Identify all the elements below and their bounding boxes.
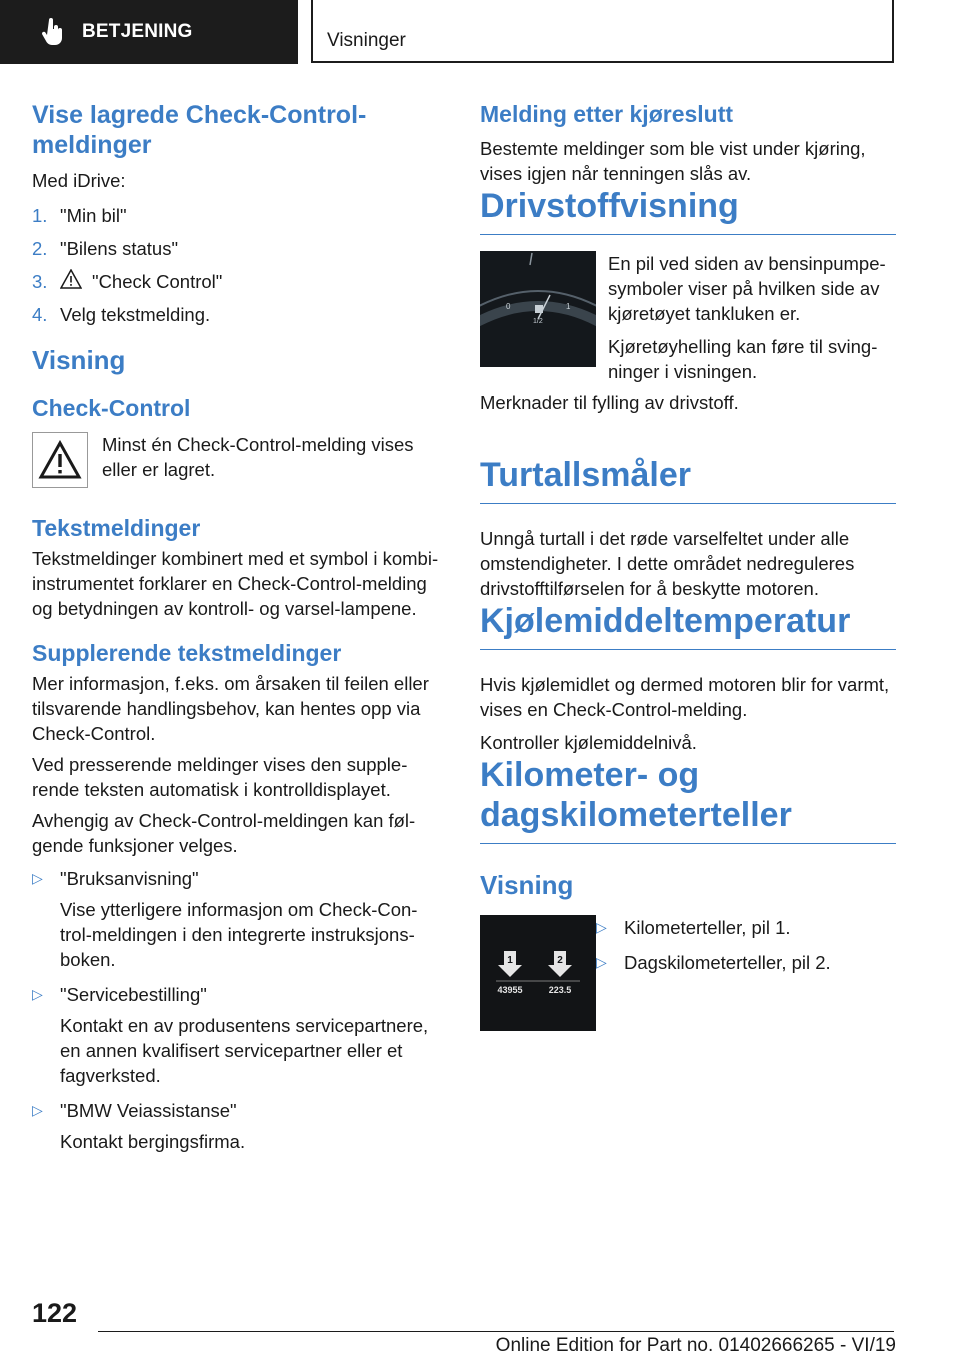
arrow-bullet-icon: ▷ <box>596 919 607 935</box>
list-item: 2. "Bilens status" <box>32 238 179 259</box>
svg-text:43955: 43955 <box>497 985 523 995</box>
right-column <box>480 100 896 1031</box>
fuel-row <box>480 251 896 384</box>
turtall-text: Unngå turtall i det røde varselfeltet under alle omstendigheter. I dette området nedreguleres drivstofftilførselen for å beskytte motoren. <box>480 528 855 599</box>
heading-km-visning: Visning <box>480 870 574 900</box>
heading-turtall: Turtallsmåler <box>480 455 896 504</box>
svg-text:1: 1 <box>566 302 571 311</box>
arrow-bullet-icon: ▷ <box>32 986 43 1002</box>
fuel-text: En pil ved siden av bensinpumpe-symboler viser på hvilken side av kjøretøyet tankluken er. Kjøretøyhelling kan føre til sving-ninger i visningen. <box>608 253 886 382</box>
header-section-tab <box>0 0 298 64</box>
odometer-image <box>480 915 596 1031</box>
svg-text:1/2: 1/2 <box>533 318 543 325</box>
left-column <box>32 100 442 1164</box>
heading-stored-messages: Vise lagrede Check-Control-meldinger <box>32 101 367 159</box>
heading-check-control: Check-Control <box>32 395 191 421</box>
list-item: ▷ "Servicebestilling" Kontakt en av produsentens servicepartnere, en annen kvalifisert servicepartner eller et fagverksted. <box>32 984 429 1086</box>
warning-triangle-icon <box>38 440 82 480</box>
check-control-row <box>32 432 442 488</box>
list-item: ▷ Dagskilometerteller, pil 2. <box>596 952 831 973</box>
edition-text: Online Edition for Part no. 01402666265 - VI/19 <box>495 1335 896 1356</box>
km-list <box>596 915 831 1031</box>
heading-supplerende: Supplerende tekstmeldinger <box>32 640 342 666</box>
list-item: 3. "Check Control" <box>32 271 223 292</box>
tekstmeldinger-text: Tekstmeldinger kombinert med et symbol i kombi-instrumentet forklarer en Check-Control-melding og betydningen av kontroll- og varsel-lampene. <box>32 548 439 619</box>
heading-tekstmeldinger: Tekstmeldinger <box>32 515 201 541</box>
svg-text:223.5: 223.5 <box>548 985 572 995</box>
steps-list <box>32 203 442 327</box>
svg-text:0: 0 <box>506 302 511 311</box>
page-number: 122 <box>32 1298 78 1328</box>
list-item: ▷ "Bruksanvisning" Vise ytterligere informasjon om Check-Con-trol-meldingen i den integrerte instruksjons-boken. <box>32 868 418 970</box>
kjolemiddel-p2: Kontroller kjølemiddelnivå. <box>480 732 697 753</box>
odometer-row <box>480 915 896 1031</box>
arrow-bullet-icon: ▷ <box>596 954 607 970</box>
arrow-bullet-icon: ▷ <box>32 870 43 886</box>
melding-text: Bestemte meldinger som ble vist under kjøring, vises igjen når tenningen slås av. <box>480 138 866 184</box>
check-control-text: Minst én Check-Control-melding vises eller er lagret. <box>102 434 414 480</box>
list-item: ▷ "BMW Veiassistanse" Kontakt bergingsfirma. <box>32 1100 246 1152</box>
svg-text:1: 1 <box>507 955 513 966</box>
hand-pointer-icon <box>40 18 66 46</box>
fuel-gauge-image <box>480 251 596 367</box>
drivstoff-note: Merknader til fylling av drivstoff. <box>480 392 739 413</box>
header-chapter-box <box>311 0 894 63</box>
heading-drivstoff: Drivstoffvisning <box>480 186 896 235</box>
arrow-bullet-icon: ▷ <box>32 1102 43 1118</box>
intro-text: Med iDrive: <box>32 170 126 191</box>
supplerende-p2: Ved presserende meldinger vises den supple-rende teksten automatisk i kontrolldisplayet. <box>32 754 408 800</box>
supplerende-p3: Avhengig av Check-Control-meldingen kan føl-gende funksjoner velges. <box>32 810 416 856</box>
heading-melding: Melding etter kjøreslutt <box>480 101 734 127</box>
section-title: BETJENING <box>82 21 193 42</box>
warning-triangle-icon <box>60 269 82 289</box>
heading-kjolemiddel: Kjølemiddeltemperatur <box>480 601 896 650</box>
heading-visning: Visning <box>32 345 126 375</box>
footer-divider <box>98 1331 894 1332</box>
check-control-symbol <box>32 432 88 488</box>
list-item: 4. Velg tekstmelding. <box>32 304 211 325</box>
list-item: ▷ Kilometerteller, pil 1. <box>596 917 791 938</box>
chapter-title: Visninger <box>327 30 406 51</box>
options-list <box>32 866 442 1154</box>
kjolemiddel-p1: Hvis kjølemidlet og dermed motoren blir for varmt, vises en Check-Control-melding. <box>480 674 890 720</box>
heading-kilometer: Kilometer- og dagskilometerteller <box>480 755 896 844</box>
supplerende-p1: Mer informasjon, f.eks. om årsaken til feilen eller tilsvarende handlingsbehov, kan hentes opp via Check-Control. <box>32 673 429 744</box>
list-item: 1. "Min bil" <box>32 205 127 226</box>
svg-text:2: 2 <box>557 955 563 966</box>
